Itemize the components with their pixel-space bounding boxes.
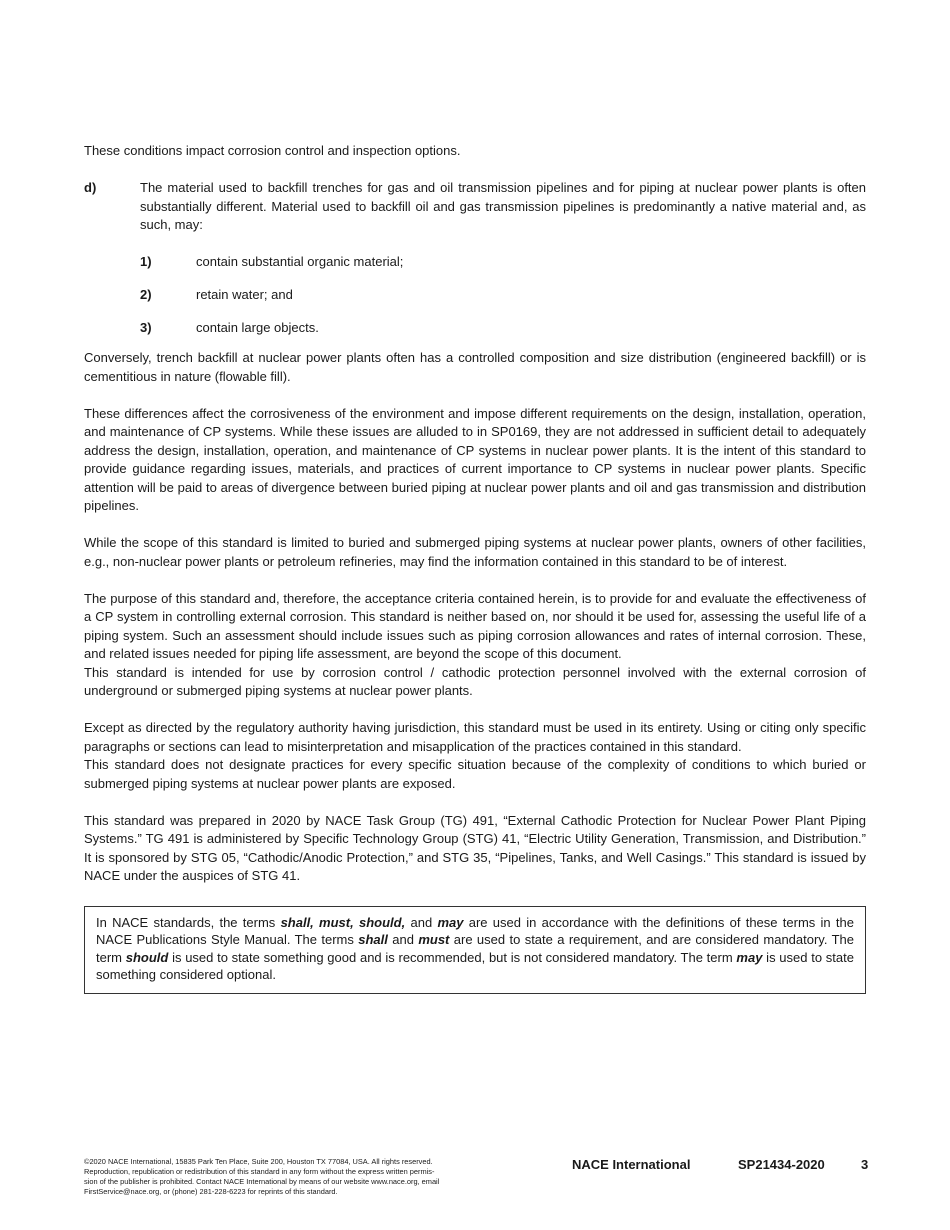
notice-keyword: shall (358, 932, 388, 947)
notice-text: and (405, 914, 438, 930)
notice-text: and (387, 932, 419, 947)
paragraph-scope: While the scope of this standard is limited to buried and submerged piping systems at nuclear power plants, owners of other facilities, e.g., non-nuclear power plants or petroleum refineries, may find the information contained in this standard to be of interest. (84, 535, 866, 569)
copyright-line: FirstService@nace.org, or (phone) 281-228-6223 for reprints of this standard. (84, 1187, 338, 1196)
notice-text: is used to state something good and is recommended, but is not considered mandatory. The term (168, 949, 737, 965)
notice-text: is used to state something considered optional. (96, 949, 854, 982)
sub-list-item-text: retain water; and (196, 286, 293, 302)
notice-keyword: may (736, 949, 763, 965)
notice-keyword: shall, must, should, (280, 914, 406, 930)
sub-list-item (140, 319, 866, 338)
document-body (84, 142, 866, 994)
sub-list-item-label: 3) (140, 319, 152, 335)
sub-list-item-text: contain substantial organic material; (196, 253, 404, 269)
paragraph-differences: These differences affect the corrosiveness of the environment and impose different requirements on the design, installation, operation, and maintenance of CP systems. While these issues are alluded to in SP0169, they are not addressed in sufficient detail to adequately address the design, installation, operation, and maintenance of CP systems in nuclear power plants. It is the intent of this standard to provide guidance regarding issues, materials, and practices of current importance to CP systems in nuclear power plants. Specific attention will be paid to areas of divergence between buried piping at nuclear power plants and oil and gas transmission and distribution pipelines. (84, 405, 866, 513)
sub-list-item-label: 1) (140, 253, 152, 269)
notice-text: are used in accordance with the definitions of these terms in the NACE Publications Style Manual. The terms (96, 914, 854, 947)
page-footer (84, 1157, 874, 1207)
sub-list (84, 253, 866, 338)
sub-list-item-label: 2) (140, 286, 152, 302)
list-item-label: d) (84, 180, 97, 195)
document-code: SP21434-2020 (738, 1157, 825, 1172)
page-number: 3 (861, 1157, 869, 1172)
publisher-name: NACE International (572, 1157, 691, 1172)
list-item-d (84, 179, 866, 235)
paragraph-preparation: This standard was prepared in 2020 by NACE Task Group (TG) 491, “External Cathodic Protection for Nuclear Power Plant Piping Systems.” TG 491 is administered by Specific Technology Group (STG) 41, “Electric Utility Generation, Transmission, and Distribution.” It is sponsored by STG 05, “Cathodic/Anodic Protection,” and STG 35, “Pipelines, Tanks, and Well Casings.” This standard is issued by NACE under the auspices of STG 41. (84, 812, 866, 883)
sub-list-item (140, 286, 866, 305)
notice-text: In NACE standards, the terms (96, 914, 281, 930)
copyright-line: Reproduction, republication or redistribution of this standard in any form without the express written permis- (84, 1167, 435, 1176)
paragraph-regulatory: Except as directed by the regulatory authority having jurisdiction, this standard must be used in its entirety. Using or citing only specific paragraphs or sections can lead to misinterpretation and misapplication of the practices contained in this standard. (84, 720, 866, 754)
copyright-notice (84, 1157, 544, 1197)
copyright-line: ©2020 NACE International, 15835 Park Ten Place, Suite 200, Houston TX 77084, USA. All rights reserved. (84, 1157, 433, 1166)
notice-text: are used to state a requirement, and are considered mandatory. The term (96, 932, 854, 965)
paragraph-purpose: The purpose of this standard and, therefore, the acceptance criteria contained herein, is to provide for and evaluate the effectiveness of a CP system in controlling external corrosion. This standard is neither based on, nor should it be used for, assessing the useful life of a piping system. Such an assessment should include issues such as piping corrosion allowances and rates of internal corrosion. These, and related issues needed for piping life assessment, are beyond the scope of this document. (84, 590, 866, 661)
sub-list-item (140, 253, 866, 272)
notice-keyword: should (125, 949, 169, 965)
intro-paragraph: These conditions impact corrosion control and inspection options. (84, 143, 461, 158)
paragraph-backfill: Conversely, trench backfill at nuclear power plants often has a controlled composition and size distribution (engineered backfill) or is cementitious in nature (flowable fill). (84, 350, 866, 384)
notice-keyword: may (437, 914, 464, 930)
copyright-line: sion of the publisher is prohibited. Contact NACE International by means of our website www.nace.org, email (84, 1177, 440, 1186)
paragraph-intended-use: This standard is intended for use by corrosion control / cathodic protection personnel involved with the external corrosion of underground or submerged piping systems at nuclear power plants. (84, 664, 866, 698)
sub-list-item-text: contain large objects. (196, 319, 319, 335)
terminology-notice-box (84, 906, 866, 994)
notice-keyword: must (418, 932, 450, 947)
paragraph-designation: This standard does not designate practices for every specific situation because of the complexity of conditions to which buried or submerged piping systems at nuclear power plants are exposed. (84, 757, 866, 791)
list-item-text: The material used to backfill trenches for gas and oil transmission pipelines and for piping at nuclear power plants is often substantially different. Material used to backfill oil and gas transmission pipelines is predominantly a native material and, as such, may: (140, 180, 866, 232)
